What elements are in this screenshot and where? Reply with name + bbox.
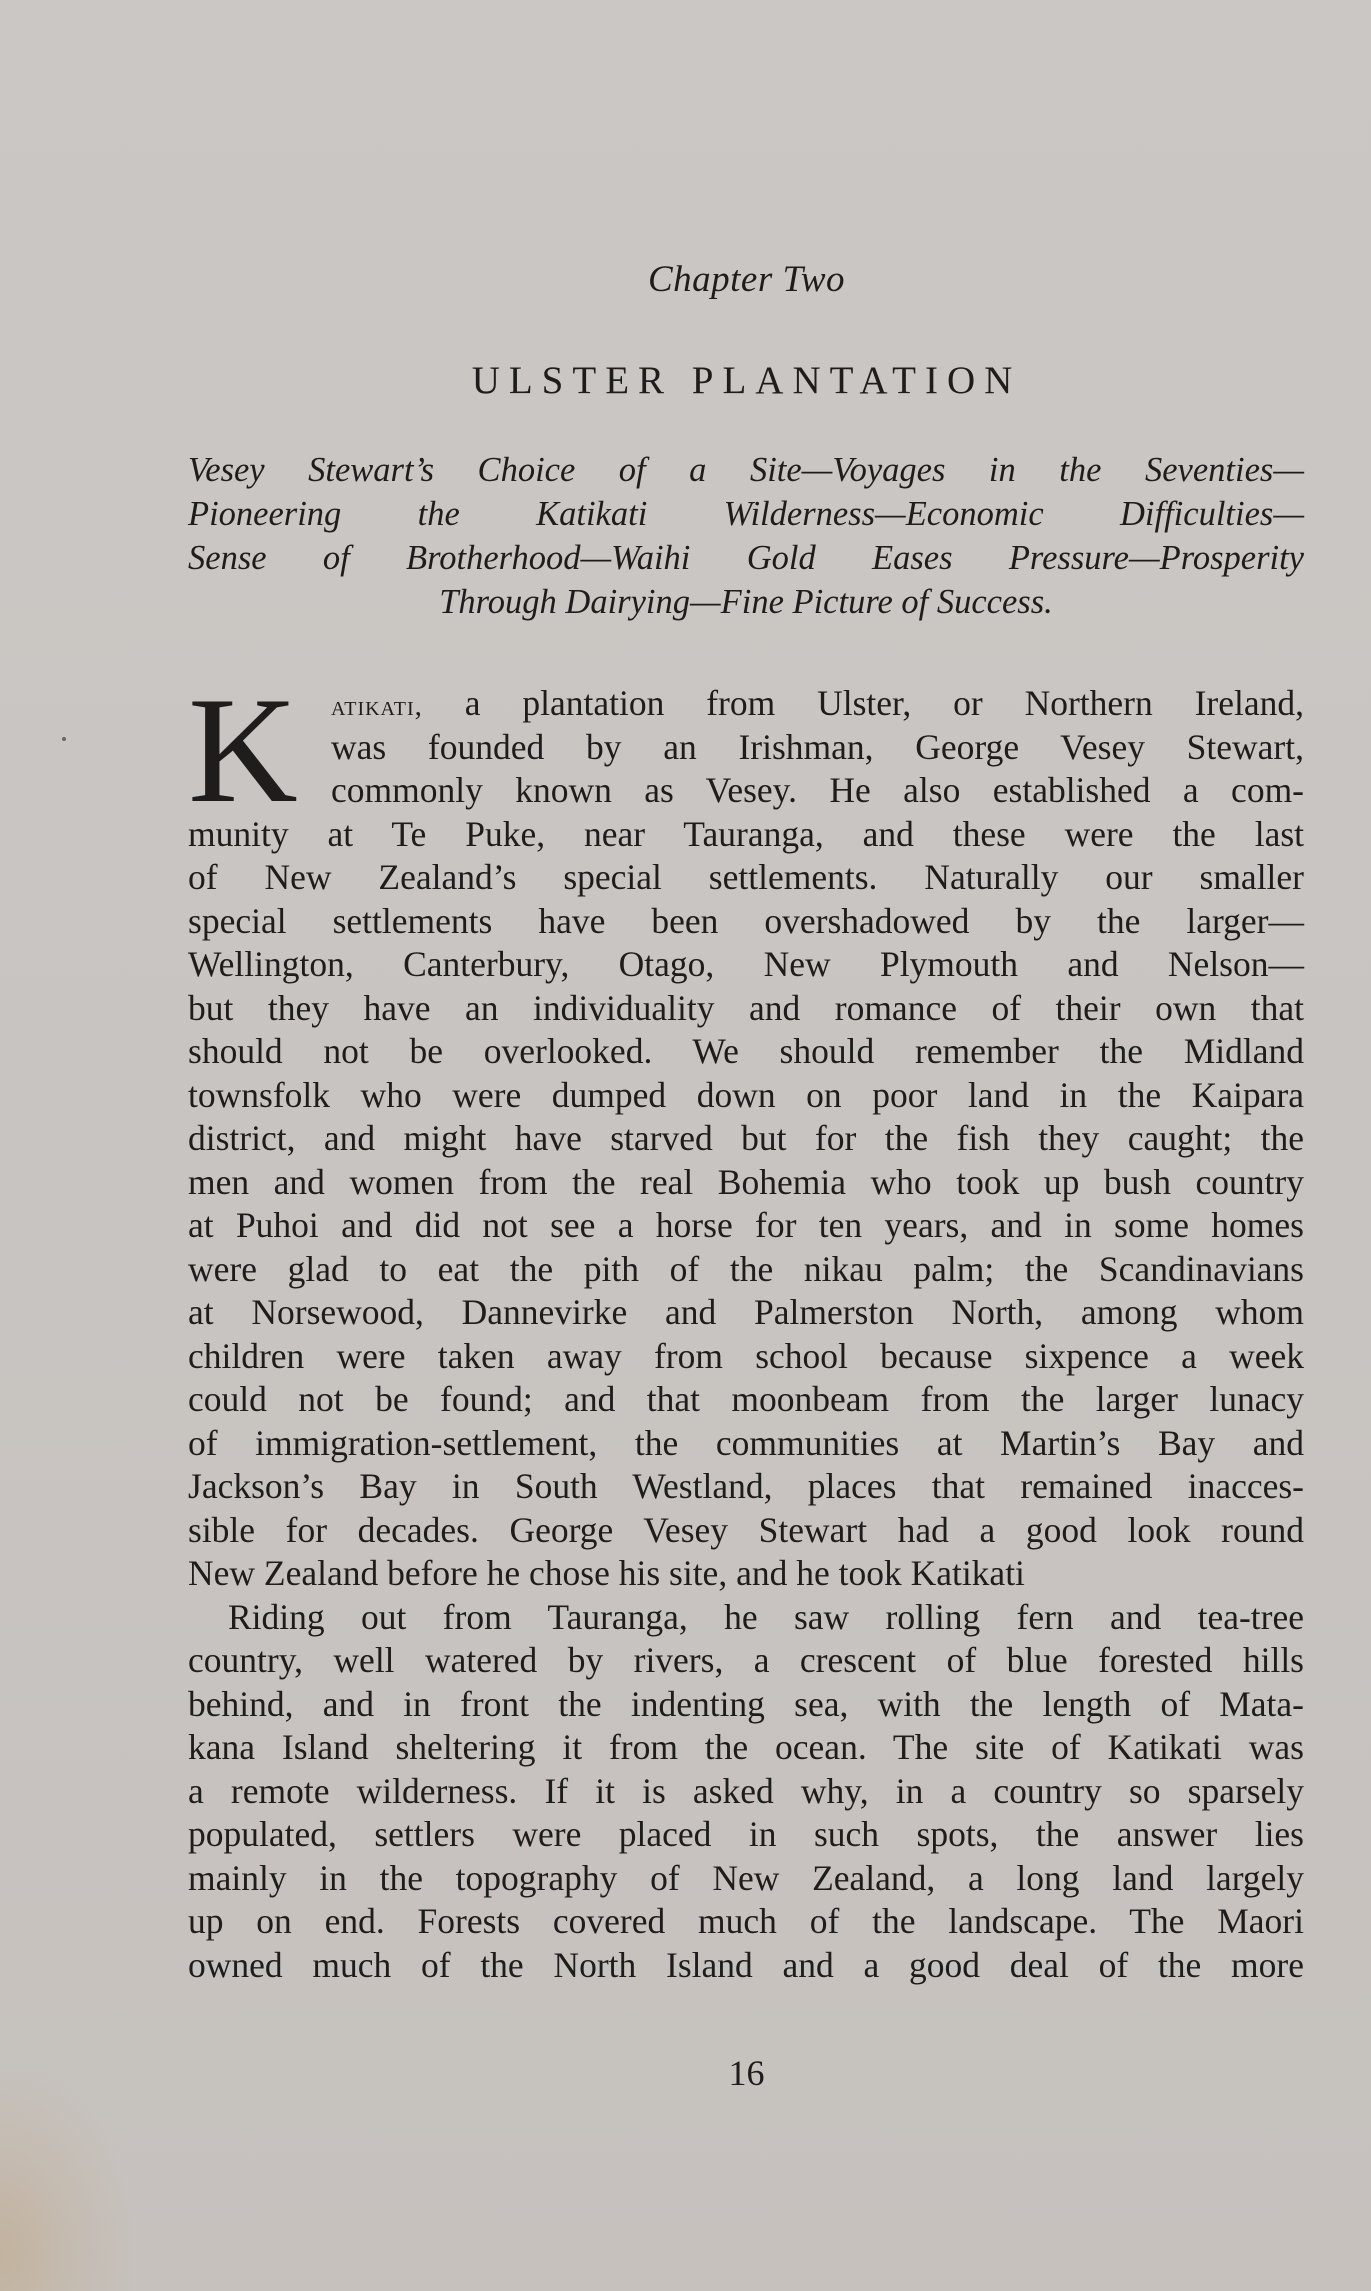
text-line: sible for decades. George Vesey Stewart had a good look round <box>188 1509 1304 1550</box>
text-line: but they have an individuality and romance of their own that <box>188 987 1304 1028</box>
body-text <box>188 666 1304 1987</box>
text-line: was founded by an Irishman, George Vesey Stewart, <box>331 726 1304 767</box>
synopsis-line: Through Dairying—Fine Picture of Success. <box>439 583 1053 621</box>
text-line: mainly in the topography of New Zealand, a long land largely <box>188 1857 1304 1898</box>
text-line: kana Island sheltering it from the ocean. The site of Katikati was <box>188 1727 1304 1767</box>
paper-stain <box>0 2071 130 2291</box>
first-line-rest: a plantation from Ulster, or Northern Ireland, <box>422 683 1304 723</box>
drop-cap: K <box>188 666 298 834</box>
text-line: of New Zealand’s special settlements. Naturally our smaller <box>188 857 1304 897</box>
text-line: of immigration-settlement, the communities at Martin’s Bay and <box>188 1422 1304 1463</box>
text-line: munity at Te Puke, near Tauranga, and these were the last <box>188 813 1304 854</box>
text-line: Jackson’s Bay in South Westland, places that remained inacces- <box>188 1466 1304 1506</box>
text-line: owned much of the North Island and a good deal of the more <box>188 1944 1304 1985</box>
chapter-label: Chapter Two <box>647 259 846 300</box>
text-line: Wellington, Canterbury, Otago, New Plymouth and Nelson— <box>188 944 1304 984</box>
synopsis-line: Sense of Brotherhood—Waihi Gold Eases Pressure—Prosperity <box>188 539 1304 577</box>
text-line: up on end. Forests covered much of the landscape. The Maori <box>188 1901 1304 1941</box>
paper-speck <box>62 737 66 741</box>
text-line: men and women from the real Bohemia who took up bush country <box>188 1161 1304 1202</box>
text-line: were glad to eat the pith of the nikau palm; the Scandinavians <box>188 1248 1304 1289</box>
text-line: Riding out from Tauranga, he saw rolling fern and tea-tree <box>228 1596 1304 1637</box>
text-line: commonly known as Vesey. He also established a com- <box>331 770 1304 810</box>
text-line: at Puhoi and did not see a horse for ten years, and in some homes <box>188 1205 1304 1245</box>
page-number: 16 <box>728 2053 765 2093</box>
text-line: could not be found; and that moonbeam from the larger lunacy <box>188 1379 1304 1419</box>
first-word-small-caps: atikati, <box>331 690 423 722</box>
chapter-synopsis <box>188 448 1304 624</box>
text-line: special settlements have been overshadowed by the larger— <box>188 900 1304 941</box>
text-line: at Norsewood, Dannevirke and Palmerston North, among whom <box>188 1292 1304 1332</box>
synopsis-line: Pioneering the Katikati Wilderness—Economic Difficulties— <box>188 495 1304 533</box>
text-line: townsfolk who were dumped down on poor land in the Kaipara <box>188 1074 1304 1115</box>
text-line <box>188 682 1304 726</box>
text-line: populated, settlers were placed in such spots, the answer lies <box>188 1814 1304 1854</box>
text-line: should not be overlooked. We should remember the Midland <box>188 1031 1304 1071</box>
synopsis-line: Vesey Stewart’s Choice of a Site—Voyages in the Seventies— <box>188 451 1304 489</box>
text-line: a remote wilderness. If it is asked why, in a country so sparsely <box>188 1770 1304 1811</box>
text-line: children were taken away from school because sixpence a week <box>188 1335 1304 1376</box>
chapter-title: ULSTER PLANTATION <box>471 359 1022 402</box>
text-line: country, well watered by rivers, a crescent of blue forested hills <box>188 1640 1304 1680</box>
text-line: district, and might have starved but for the fish they caught; the <box>188 1118 1304 1158</box>
text-line: New Zealand before he chose his site, and he took Katikati <box>188 1553 1025 1593</box>
text-line: behind, and in front the indenting sea, with the length of Mata- <box>188 1683 1304 1724</box>
